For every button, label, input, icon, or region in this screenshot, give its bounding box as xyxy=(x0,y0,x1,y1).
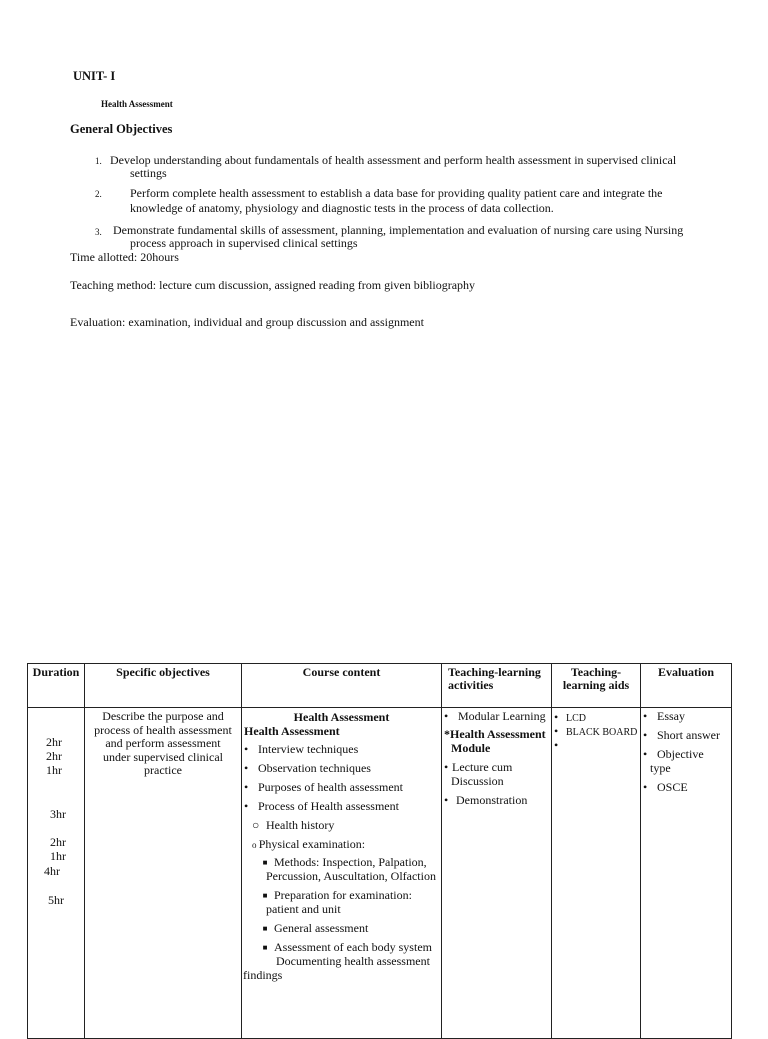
list-item: *Health Assessment xyxy=(444,727,546,741)
duration-value: 2hr xyxy=(46,735,62,749)
objective-text-cont: process approach in supervised clinical settings xyxy=(130,236,358,250)
list-item-text-cont: patient and unit xyxy=(266,902,341,916)
teaching-method: Teaching method: lecture cum discussion, assigned reading from given bibliography xyxy=(70,278,476,292)
list-item-text: Assessment of each body system xyxy=(274,940,432,954)
list-item-text-cont: type xyxy=(650,761,671,775)
table-row xyxy=(28,708,732,1039)
header-line: activities xyxy=(448,678,494,692)
square-bullet-icon: ■ xyxy=(262,891,268,900)
list-item-text-cont: Discussion xyxy=(451,774,504,788)
time-allotted: Time allotted: 20hours xyxy=(70,250,179,264)
col-header-evaluation: Evaluation xyxy=(641,664,732,708)
objective-number: 3. xyxy=(95,227,102,237)
course-content-title: Health Assessment xyxy=(293,710,390,724)
list-item xyxy=(643,728,720,742)
bullet-icon: • xyxy=(444,760,449,774)
col-header-tl-activities xyxy=(442,664,552,708)
list-item xyxy=(554,739,566,753)
objective-text: Perform complete health assessment to establish a data base for providing quality patient care and integrate the xyxy=(130,186,663,200)
bullet-icon: • xyxy=(643,709,648,723)
col-header-course-content: Course content xyxy=(242,664,442,708)
duration-value: 2hr xyxy=(46,749,62,763)
list-item xyxy=(244,799,399,813)
bullet-icon: • xyxy=(244,742,249,756)
list-item-text: Process of Health assessment xyxy=(258,799,399,813)
list-item-text: Health history xyxy=(266,818,335,832)
list-item xyxy=(444,761,512,775)
list-item-text: OSCE xyxy=(657,780,688,794)
header-line: learning aids xyxy=(562,678,630,692)
duration-value: 5hr xyxy=(48,893,64,907)
bullet-icon: • xyxy=(643,728,648,742)
list-item-text: General assessment xyxy=(274,921,369,935)
list-item-text: LCD xyxy=(566,713,586,724)
sub-sub-list-item xyxy=(256,940,432,955)
circle-bullet-icon: o xyxy=(252,840,259,850)
objective-text: Develop understanding about fundamentals of health assessment and perform health assessment in supervised clinical xyxy=(110,153,677,167)
unit-heading: UNIT- I xyxy=(73,69,116,83)
list-item-text: Essay xyxy=(657,709,685,723)
list-item-text: Methods: Inspection, Palpation, xyxy=(274,855,427,869)
bullet-icon: • xyxy=(244,780,249,794)
sub-sub-list-item xyxy=(256,921,368,936)
list-item-text-cont: Module xyxy=(451,741,491,755)
circle-bullet-icon: ○ xyxy=(252,818,260,832)
list-item-text: Observation techniques xyxy=(258,761,371,775)
sub-list-item xyxy=(252,818,334,832)
tl-aids-cell xyxy=(552,708,641,1039)
bullet-icon: • xyxy=(444,793,449,807)
list-item-text: Purposes of health assessment xyxy=(258,780,403,794)
list-item-text: Short answer xyxy=(657,728,720,742)
list-item xyxy=(643,709,685,723)
list-item xyxy=(554,711,586,725)
duration-value: 1hr xyxy=(46,763,62,777)
sub-sub-list-item xyxy=(256,888,412,903)
header-line: Teaching-learning xyxy=(448,665,541,679)
unit-subtitle: Health Assessment xyxy=(101,99,173,109)
header-line: Teaching- xyxy=(570,665,622,679)
col-header-specific-objectives: Specific objectives xyxy=(85,664,242,708)
bullet-icon: • xyxy=(554,724,559,738)
bullet-icon: • xyxy=(643,780,648,794)
list-item-text-cont: Percussion, Auscultation, Olfaction xyxy=(266,869,436,883)
duration-value: 1hr xyxy=(50,849,66,863)
list-item-text: Preparation for examination: xyxy=(274,888,412,902)
specific-objective-cell xyxy=(85,708,242,1039)
general-objectives-heading: General Objectives xyxy=(70,122,173,136)
bullet-icon: • xyxy=(444,709,449,723)
list-item xyxy=(244,761,371,775)
list-item xyxy=(244,742,358,756)
bullet-icon: • xyxy=(643,747,648,761)
square-bullet-icon: ■ xyxy=(262,858,268,867)
bullet-icon: • xyxy=(244,761,249,775)
list-item-text: Physical examination: xyxy=(258,837,366,851)
objective-text: Demonstrate fundamental skills of assessment, planning, implementation and evaluation of nursing care using Nursing xyxy=(113,223,684,237)
course-content-cell xyxy=(242,708,442,1039)
list-item-text-cont: Documenting health assessment xyxy=(276,954,430,968)
list-item-text: Demonstration xyxy=(456,793,528,807)
bullet-icon: • xyxy=(554,710,559,724)
table-header-row xyxy=(28,664,732,708)
objective-text-cont: knowledge of anatomy, physiology and diagnostic tests in the process of data collection. xyxy=(130,201,554,215)
course-content-subtitle: Health Assessment xyxy=(244,724,340,738)
objective-text-cont: settings xyxy=(130,166,167,180)
duration-value: 3hr xyxy=(50,807,66,821)
list-item xyxy=(554,725,637,739)
specific-objective-text: Describe the purpose and process of health assessment and perform assessment under supervised clinical practice xyxy=(94,709,232,777)
square-bullet-icon: ■ xyxy=(262,924,268,933)
list-item xyxy=(643,747,704,761)
list-item xyxy=(444,794,527,808)
list-item-text: Interview techniques xyxy=(258,742,359,756)
syllabus-table xyxy=(27,663,732,1039)
sub-sub-list-item xyxy=(256,855,427,870)
col-header-tl-aids xyxy=(552,664,641,708)
list-item xyxy=(643,780,688,794)
bullet-icon: • xyxy=(244,799,249,813)
evaluation-note: Evaluation: examination, individual and group discussion and assignment xyxy=(70,315,424,329)
sub-list-item xyxy=(252,837,365,852)
list-item xyxy=(444,710,546,724)
tl-activities-cell xyxy=(442,708,552,1039)
list-item-text: BLACK BOARD xyxy=(566,727,638,738)
duration-cell xyxy=(28,708,85,1039)
duration-value: 2hr xyxy=(50,835,66,849)
col-header-duration: Duration xyxy=(28,664,85,708)
objective-number: 1. xyxy=(95,156,102,166)
square-bullet-icon: ■ xyxy=(262,943,268,952)
list-item-text: Objective xyxy=(657,747,704,761)
bullet-icon: • xyxy=(554,738,559,752)
objective-number: 2. xyxy=(95,189,102,199)
list-item-text: Modular Learning xyxy=(458,709,546,723)
duration-value: 4hr xyxy=(44,864,60,878)
evaluation-cell xyxy=(641,708,732,1039)
list-item-text-cont: findings xyxy=(243,968,283,982)
list-item xyxy=(244,780,403,794)
list-item-text: Lecture cum xyxy=(452,760,513,774)
